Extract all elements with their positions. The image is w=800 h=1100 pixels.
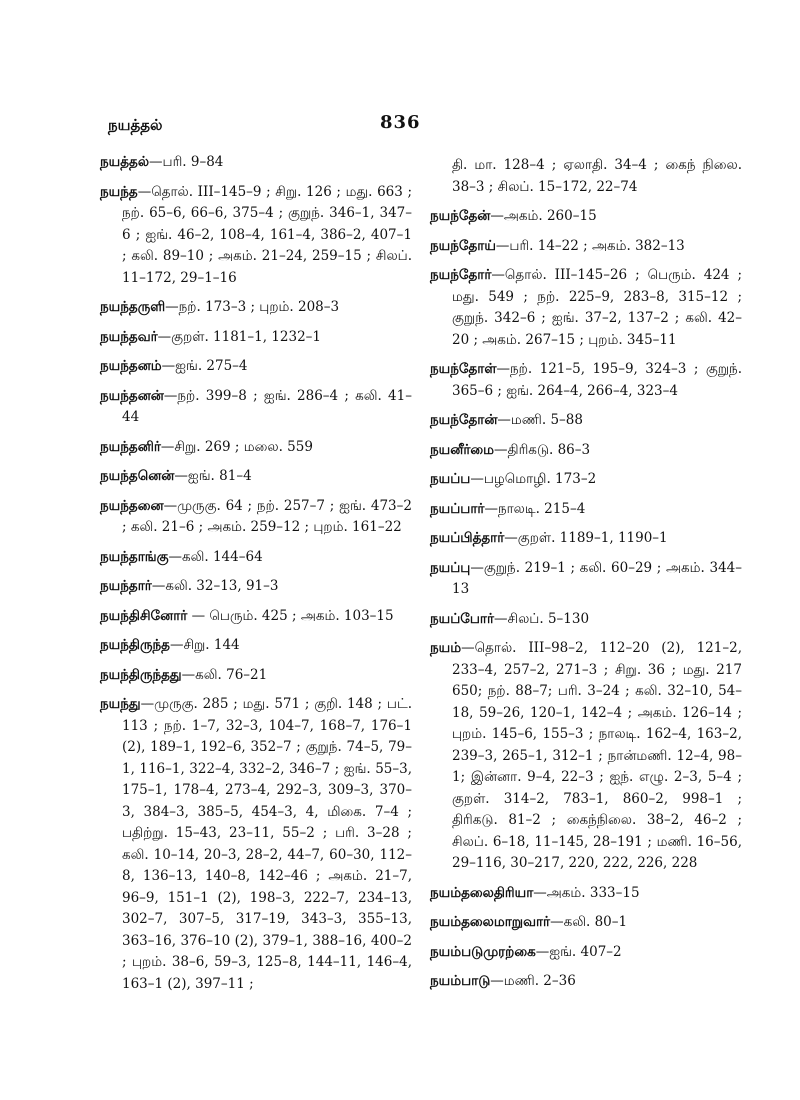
index-entry xyxy=(430,609,742,631)
entry-headword: நயந்து xyxy=(100,696,141,712)
index-entry xyxy=(430,155,742,198)
entry-references: —முருகு. 64 ; நற். 257–7 ; ஐங். 473–2 ; கலி. 21–6 ; அகம். 259–12 ; புறம். 161–22 xyxy=(122,497,412,535)
left-column xyxy=(100,152,412,1003)
index-entry xyxy=(100,635,412,657)
entry-references: —தொல். III–145–26 ; பெரும். 424 ; மது. 549 ; நற். 225–9, 283–8, 315–12 ; குறுந். 342–6 ; ஐங். 37–2, 137–2 ; கலி. 42–20 ; அகம். 267–15 ; புறம். 345–11 xyxy=(452,267,742,348)
entry-headword: நயந்தனென் xyxy=(100,468,175,484)
page-number: 836 xyxy=(380,112,421,133)
index-entry xyxy=(430,410,742,432)
entry-references: —பரி. 14–22 ; அகம். 382–13 xyxy=(495,237,685,254)
entry-headword: நயம்தலைதிரியா xyxy=(430,884,534,901)
index-entry xyxy=(100,466,412,488)
entry-headword: நயந்தோன் xyxy=(430,412,498,428)
entry-headword: நயந்தார் xyxy=(100,578,152,594)
entry-headword: நயனீர்மை xyxy=(430,441,495,458)
index-entry xyxy=(430,359,742,402)
index-entry xyxy=(430,883,742,905)
index-entry xyxy=(430,942,742,964)
entry-references: —கலி. 144–64 xyxy=(168,548,263,565)
entry-references: —அகம். 333–15 xyxy=(533,884,640,901)
entry-references: —குறள். 1181–1, 1232–1 xyxy=(157,328,322,345)
index-entry xyxy=(100,386,412,429)
entry-headword: நயந்திருந்த xyxy=(100,637,170,653)
index-entry xyxy=(100,694,412,995)
index-entry xyxy=(100,182,412,290)
entry-references: —மணி. 2–36 xyxy=(490,973,576,989)
entry-headword: நயப்பார் xyxy=(430,500,485,517)
entry-headword: நயந்திருந்தது xyxy=(100,666,182,683)
entry-headword: நயந்தோர் xyxy=(430,267,492,283)
entry-headword: நயப்ப xyxy=(430,471,471,487)
entry-references: —திரிகடு. 86–3 xyxy=(494,441,591,458)
index-entry xyxy=(100,496,412,539)
entry-headword: நயப்போர் xyxy=(430,610,495,627)
entry-headword: நயந்திசினோர் xyxy=(100,607,188,624)
index-entry xyxy=(430,236,742,258)
index-entry xyxy=(100,665,412,687)
index-entry xyxy=(430,971,742,993)
index-entry xyxy=(100,547,412,569)
index-entry xyxy=(430,558,742,601)
entry-references: —அகம். 260–15 xyxy=(490,208,597,224)
right-column xyxy=(430,155,742,1001)
entry-headword: நயந்த xyxy=(100,183,138,200)
index-entry xyxy=(430,499,742,521)
entry-headword: நயந்தோய் xyxy=(430,237,496,254)
index-entry xyxy=(430,440,742,462)
entry-references: —ஐங். 81–4 xyxy=(174,468,252,484)
index-entry xyxy=(100,152,412,174)
entry-references: —முருகு. 285 ; மது. 571 ; குறி. 148 ; பட். 113 ; நற். 1–7, 32–3, 104–7, 168–7, 176–1 (2), 189–1, 192–6, 352–7 ; குறுந். 74–5, 79–1, 116–1, 322–4, 332–2, 346–7 ; ஐங். 55–3, 175–1, 178–4, 273–4, 292–3, 309–3, 370–3, 384–3, 385–5, 454–3, 4, மிகை. 7–4 ; பதிற்று. 15–43, 23–11, 55–2 ; பரி. 3–28 ; கலி. 10–14, 20–3, 28–2, 44–7, 60–30, 112–8, 136–13, 140–8, 142–46 ; அகம். 21–7, 96–9, 151–1 (2), 198–3, 222–7, 234–13, 302–7, 307–5, 317–19, 343–3, 355–13, 363–16, 376–10 (2), 379–1, 388–16, 400–2 ; புறம். 38–6, 59–3, 125–8, 144–11, 146–4, 163–1 (2), 397–11 ; xyxy=(122,696,412,992)
entry-references: —கலி. 80–1 xyxy=(550,914,628,930)
index-entry xyxy=(100,327,412,349)
entry-references: —நற். 173–3 ; புறம். 208–3 xyxy=(165,299,340,315)
entry-references: —சிறு. 144 xyxy=(169,637,240,653)
entry-references: —நாலடி. 215–4 xyxy=(484,500,586,517)
entry-headword: நயப்பு xyxy=(430,559,471,576)
entry-references: —கலி. 32–13, 91–3 xyxy=(151,578,279,594)
entry-headword: நயந்தாங்கு xyxy=(100,548,169,565)
entry-references: —குறுந். 219–1 ; கலி. 60–29 ; அகம். 344–13 xyxy=(452,559,742,597)
index-entry xyxy=(430,265,742,351)
entry-references: —சிறு. 269 ; மலை. 559 xyxy=(160,438,313,455)
entry-headword: நயந்தவர் xyxy=(100,328,158,345)
entry-references: —மணி. 5–88 xyxy=(497,412,583,428)
entry-headword: நயப்பித்தார் xyxy=(430,530,505,546)
entry-headword: நயத்தல் xyxy=(100,154,150,170)
entry-references: —பழமொழி. 173–2 xyxy=(470,471,597,487)
index-entry xyxy=(430,469,742,491)
entry-references: —ஐங். 275–4 xyxy=(161,358,248,374)
entry-references: —கலி. 76–21 xyxy=(181,666,268,683)
entry-references: —நற். 399–8 ; ஐங். 286–4 ; கலி. 41–44 xyxy=(122,387,412,425)
entry-references: தி. மா. 128–4 ; ஏலாதி. 34–4 ; கைந் நிலை. 38–3 ; சிலப். 15–172, 22–74 xyxy=(452,157,742,195)
entry-headword: நயம்படுமுரற்கை xyxy=(430,943,536,960)
index-entry xyxy=(100,356,412,378)
entry-references: —தொல். III–145–9 ; சிறு. 126 ; மது. 663 ; நற். 65–6, 66–6, 375–4 ; குறுந். 346–1, 347–6 ; ஐங். 46–2, 108–4, 161–4, 386–2, 407–1 ; கலி. 89–10 ; அகம். 21–24, 259–15 ; சிலப். 11–172, 29–1–16 xyxy=(122,183,412,286)
entry-references: —நற். 121–5, 195–9, 324–3 ; குறுந். 365–6 ; ஐங். 264–4, 266–4, 323–4 xyxy=(452,361,742,399)
entry-references: —சிலப். 5–130 xyxy=(494,610,590,627)
entry-headword: நயந்தனம் xyxy=(100,358,162,374)
entry-headword: நயம் xyxy=(430,640,462,656)
entry-references: —குறள். 1189–1, 1190–1 xyxy=(504,530,668,546)
entry-headword: நயந்தனிர் xyxy=(100,438,161,455)
index-entry xyxy=(100,576,412,598)
entry-headword: நயந்தனை xyxy=(100,497,164,514)
entry-references: — பெரும். 425 ; அகம். 103–15 xyxy=(187,607,394,624)
index-entry xyxy=(430,638,742,875)
index-entry xyxy=(100,297,412,319)
running-head: நயத்தல் xyxy=(108,116,163,134)
entry-references: —பரி. 9–84 xyxy=(149,154,224,170)
index-entry xyxy=(100,606,412,628)
index-entry xyxy=(430,912,742,934)
entry-references: —ஐங். 407–2 xyxy=(535,943,622,960)
entry-headword: நயம்தலைமாறுவார் xyxy=(430,914,551,930)
entry-headword: நயந்தோள் xyxy=(430,361,497,377)
entry-headword: நயம்பாடு xyxy=(430,973,491,989)
entry-headword: நயந்தேன் xyxy=(430,208,491,224)
entry-headword: நயந்தனன் xyxy=(100,387,164,404)
entry-references: —தொல். III–98–2, 112–20 (2), 121–2, 233–4, 257–2, 271–3 ; சிறு. 36 ; மது. 217 650; நற். 88–7; பரி. 3–24 ; கலி. 32–10, 54–18, 59–26, 120–1, 142–4 ; அகம். 126–14 ; புறம். 145–6, 155–3 ; நாலடி. 162–4, 163–2, 239–3, 265–1, 312–1 ; நான்மணி. 12–4, 98–1; இன்னா. 9–4, 22–3 ; ஐந். எழு. 2–3, 5–4 ; குறள். 314–2, 783–1, 860–2, 998–1 ; திரிகடு. 81–2 ; கைந்நிலை. 38–2, 46–2 ; சிலப். 6–18, 11–145, 28–191 ; மணி. 16–56, 29–116, 30–217, 220, 222, 226, 228 xyxy=(452,640,742,871)
index-entry xyxy=(100,437,412,459)
entry-headword: நயந்தருளி xyxy=(100,299,166,315)
index-entry xyxy=(430,528,742,550)
index-entry xyxy=(430,206,742,228)
